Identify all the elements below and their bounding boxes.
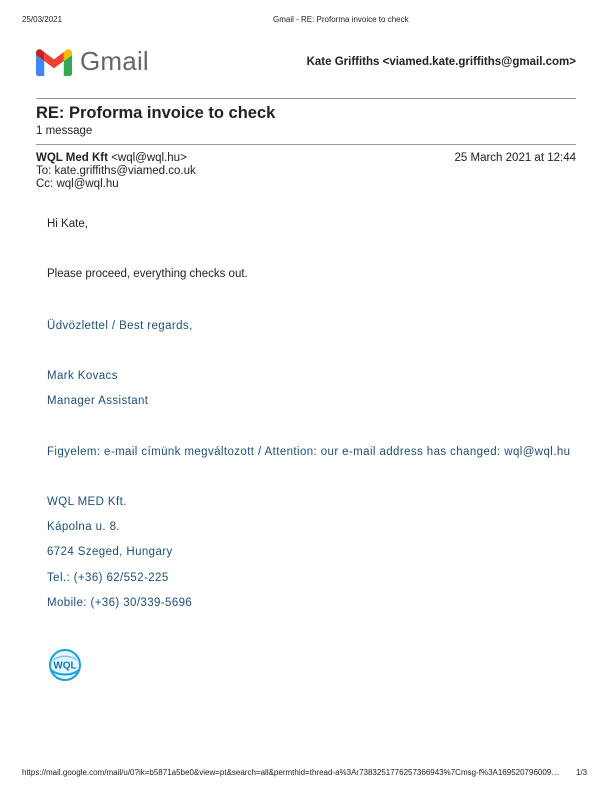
sender-name: WQL Med Kft [36, 152, 108, 164]
print-date: 25/03/2021 [22, 15, 63, 24]
divider-top [36, 98, 576, 99]
message-count: 1 message [36, 125, 93, 137]
sender-email[interactable]: <wql@wql.hu> [111, 152, 187, 164]
wql-logo-text: WQL [53, 660, 77, 672]
to-line: To: kate.griffiths@viamed.co.uk [36, 165, 196, 177]
sig-city: 6724 Szeged, Hungary [47, 546, 173, 558]
account-label: Kate Griffiths <viamed.kate.griffiths@gmail.com> [306, 56, 576, 68]
greeting: Hi Kate, [47, 218, 88, 230]
sig-notice-text: Figyelem: e-mail címünk megváltozott / Attention: our e-mail address has changed: [47, 446, 501, 458]
sig-notice-link[interactable]: wql@wql.hu [504, 446, 571, 458]
print-url: https://mail.google.com/mail/u/0?ik=b5871a5be0&view=pt&search=all&permthid=thread-a%3Ar7383251776257366943%7Cmsg-f%3A169520796009… [22, 768, 560, 777]
sig-tel: Tel.: (+36) 62/552-225 [47, 572, 169, 584]
print-title: Gmail - RE: Proforma invoice to check [273, 15, 409, 24]
divider-subject [36, 144, 576, 145]
body-text: Please proceed, everything checks out. [47, 268, 248, 280]
sig-regards: Üdvözlettel / Best regards, [47, 320, 193, 332]
sig-notice [47, 446, 570, 458]
gmail-m-icon [36, 48, 72, 77]
sig-company: WQL MED Kft. [47, 496, 127, 508]
sig-mobile: Mobile: (+36) 30/339-5696 [47, 597, 193, 609]
sig-role: Manager Assistant [47, 395, 149, 407]
sig-street: Kápolna u. 8. [47, 521, 120, 533]
sender [36, 152, 187, 164]
wql-logo-icon [48, 649, 82, 681]
gmail-wordmark: Gmail [80, 46, 149, 76]
sig-name: Mark Kovacs [47, 370, 118, 382]
thread-subject: RE: Proforma invoice to check [36, 104, 276, 122]
message-date: 25 March 2021 at 12:44 [454, 152, 576, 164]
cc-line: Cc: wql@wql.hu [36, 178, 119, 190]
print-page: 1/3 [576, 768, 588, 777]
